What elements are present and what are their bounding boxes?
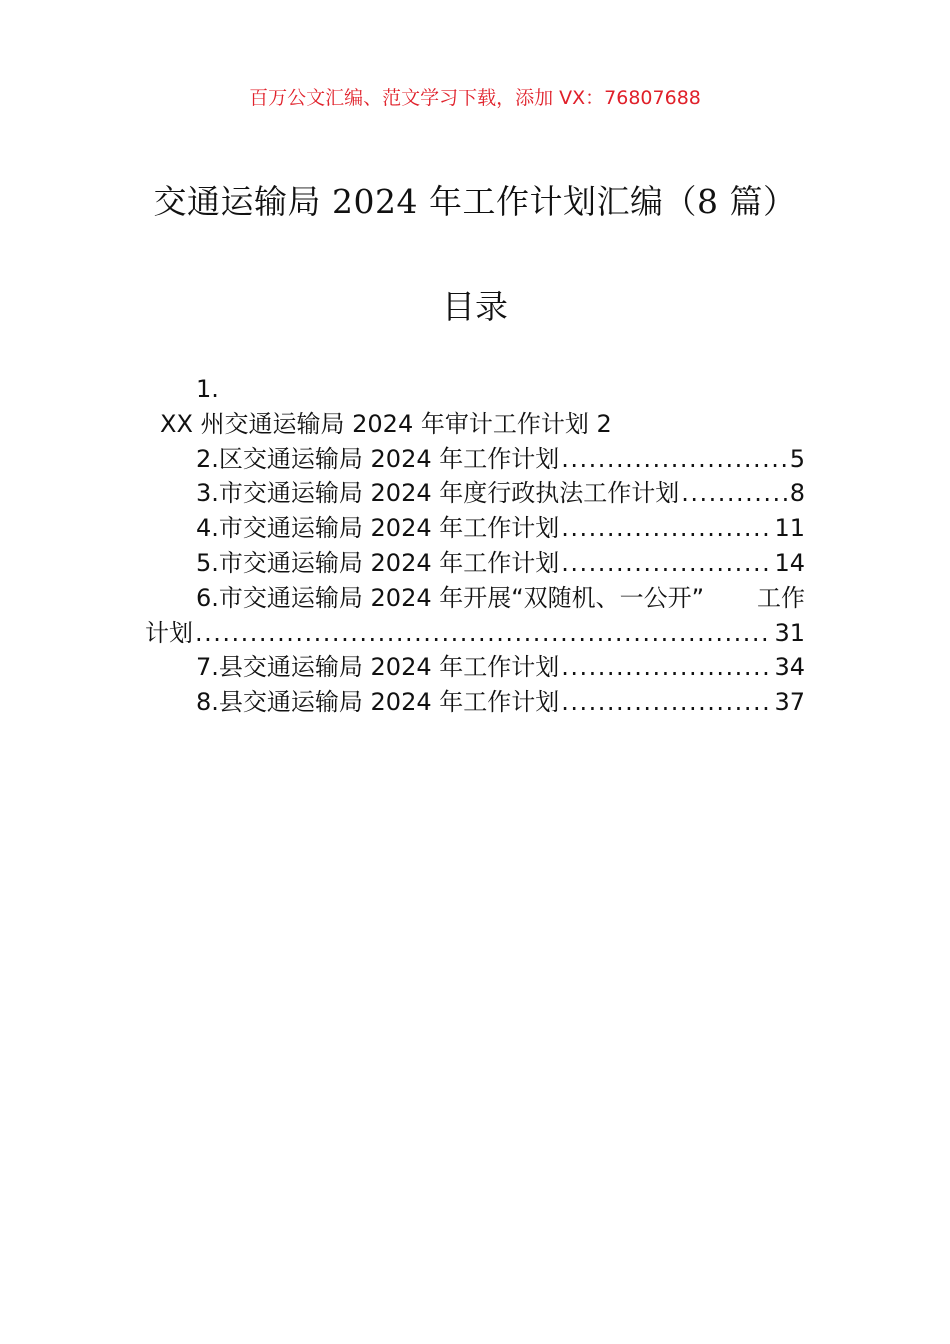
toc-leader-dots <box>561 511 772 546</box>
toc-page-number: 34 <box>774 653 805 682</box>
toc-item-1-number: 1. <box>196 375 219 403</box>
toc-page-number: 14 <box>774 548 805 577</box>
toc-item-6-label-part-3: 计划 <box>145 618 193 647</box>
toc-item-label: 4.市交通运输局 2024 年工作计划 <box>196 514 560 543</box>
header-watermark-note: 百万公文汇编、范文学习下载，添加 VX：76807688 <box>249 87 701 109</box>
toc-leader-dots <box>561 442 787 477</box>
toc-item-6-line-2[interactable] <box>0 616 950 651</box>
toc-page-number: 11 <box>774 514 805 543</box>
toc-leader-dots <box>561 685 772 720</box>
toc-item-1-label[interactable]: XX 州交通运输局 2024 年审计工作计划 2 <box>160 409 612 438</box>
toc-item-6-label-part-1: 6.市交通运输局 2024 年开展“双随机、一公开” <box>196 583 705 612</box>
toc-item-4[interactable] <box>0 511 950 546</box>
toc-item-label: 7.县交通运输局 2024 年工作计划 <box>196 653 560 682</box>
toc-item-label: 3.市交通运输局 2024 年度行政执法工作计划 <box>196 479 680 508</box>
toc-item-5[interactable] <box>0 546 950 581</box>
toc-leader-dots <box>195 616 772 651</box>
toc-page-number: 37 <box>774 688 805 717</box>
toc-item-label: 2.区交通运输局 2024 年工作计划 <box>196 444 560 473</box>
toc-item-label: 5.市交通运输局 2024 年工作计划 <box>196 548 560 577</box>
toc-heading: 目录 <box>442 287 508 326</box>
document-title: 交通运输局 2024 年工作计划汇编（8 篇） <box>153 182 797 221</box>
toc-page-number: 8 <box>789 479 805 508</box>
toc-item-6-label-part-2: 工作 <box>757 583 805 612</box>
toc-leader-dots <box>561 650 772 685</box>
toc-leader-dots <box>561 546 772 581</box>
toc-item-3[interactable] <box>0 476 950 511</box>
table-of-contents <box>0 372 950 720</box>
toc-page-number: 31 <box>774 618 805 647</box>
toc-page-number: 5 <box>789 444 805 473</box>
toc-item-1-number-line <box>0 372 950 407</box>
toc-item-1-text-line[interactable] <box>0 407 950 442</box>
toc-leader-dots <box>681 476 787 511</box>
toc-item-7[interactable] <box>0 650 950 685</box>
toc-item-2[interactable] <box>0 442 950 477</box>
toc-item-label: 8.县交通运输局 2024 年工作计划 <box>196 688 560 717</box>
toc-item-8[interactable] <box>0 685 950 720</box>
toc-item-6-line-1[interactable] <box>0 581 950 616</box>
